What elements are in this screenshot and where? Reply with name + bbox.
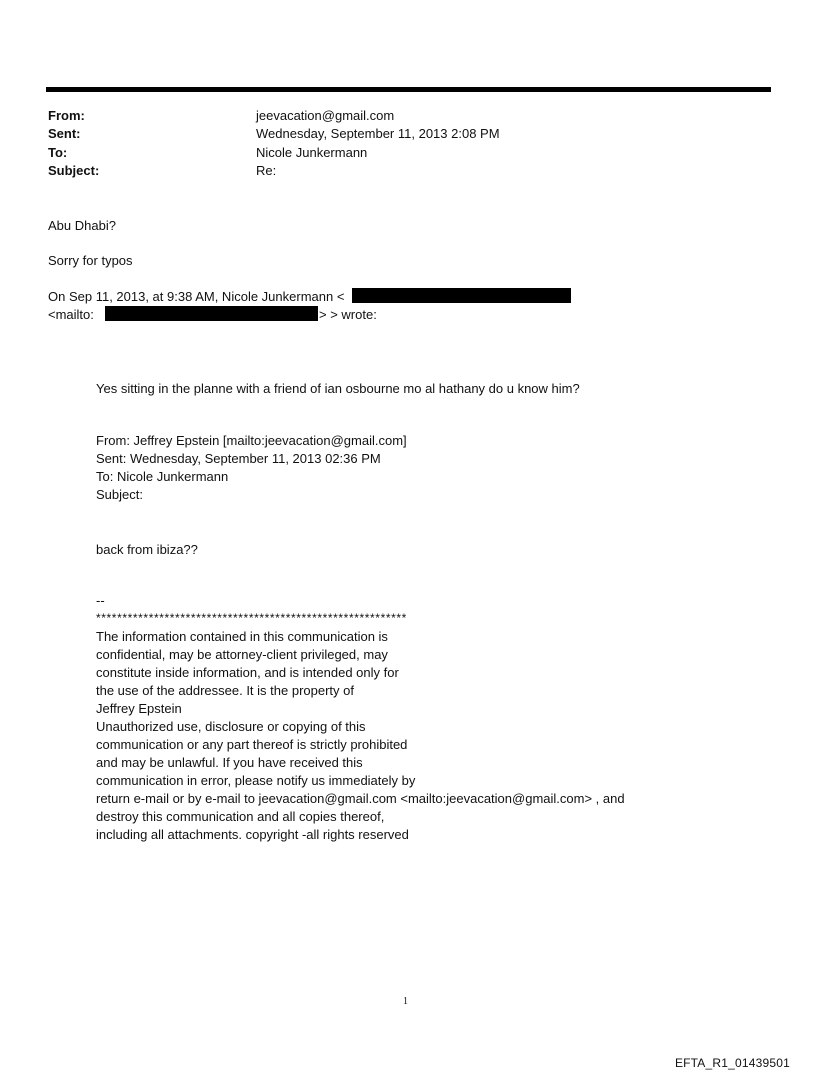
sent-value: Wednesday, September 11, 2013 2:08 PM <box>256 126 500 141</box>
quote-intro-b-prefix: <mailto: <box>48 307 94 322</box>
from-value: jeevacation@gmail.com <box>256 108 395 123</box>
quoted-message: Yes sitting in the planne with a friend of ian osbourne mo al hathany do u know him? <box>96 381 580 396</box>
quoted-from-line: From: Jeffrey Epstein [mailto:jeevacation@gmail.com] <box>96 433 407 448</box>
page-number: 1 <box>403 996 408 1007</box>
quoted-to-line: To: Nicole Junkermann <box>96 469 229 484</box>
disclaimer-line: Jeffrey Epstein <box>96 701 182 716</box>
header-rule <box>46 87 771 92</box>
to-value: Nicole Junkermann <box>256 145 368 160</box>
original-message: back from ibiza?? <box>96 542 198 557</box>
quoted-subject-line: Subject: <box>96 487 143 502</box>
from-label: From: <box>48 108 85 123</box>
disclaimer-line: The information contained in this communication is <box>96 629 388 644</box>
body-line-2: Sorry for typos <box>48 253 133 268</box>
disclaimer-line: constitute inside information, and is intended only for <box>96 665 399 680</box>
disclaimer-line: return e-mail or by e-mail to jeevacation@gmail.com <mailto:jeevacation@gmail.com> , and <box>96 791 625 806</box>
quote-intro-a: On Sep 11, 2013, at 9:38 AM, Nicole Junkermann < <box>48 289 345 304</box>
disclaimer-line: communication or any part thereof is strictly prohibited <box>96 737 408 752</box>
subject-label: Subject: <box>48 163 100 178</box>
redaction-box-1 <box>352 288 571 303</box>
disclaimer-line: destroy this communication and all copies thereof, <box>96 809 385 824</box>
redaction-box-2 <box>105 306 318 321</box>
disclaimer-line: communication in error, please notify us immediately by <box>96 773 416 788</box>
disclaimer-line: and may be unlawful. If you have received this <box>96 755 363 770</box>
to-label: To: <box>48 145 68 160</box>
disclaimer-line: including all attachments. copyright -all rights reserved <box>96 827 409 842</box>
bates-number: EFTA_R1_01439501 <box>674 1056 790 1070</box>
disclaimer-line: Unauthorized use, disclosure or copying of this <box>96 719 366 734</box>
subject-value: Re: <box>256 163 277 178</box>
sent-label: Sent: <box>48 126 81 141</box>
body-line-1: Abu Dhabi? <box>48 218 116 233</box>
signature-stars: *********************************************************** <box>96 611 407 625</box>
disclaimer-line: confidential, may be attorney-client privileged, may <box>96 647 388 662</box>
disclaimer-line: the use of the addressee. It is the property of <box>96 683 354 698</box>
quoted-sent-line: Sent: Wednesday, September 11, 2013 02:36 PM <box>96 451 381 466</box>
quote-intro-b-suffix: > > wrote: <box>319 307 377 322</box>
signature-dash: -- <box>96 593 105 608</box>
